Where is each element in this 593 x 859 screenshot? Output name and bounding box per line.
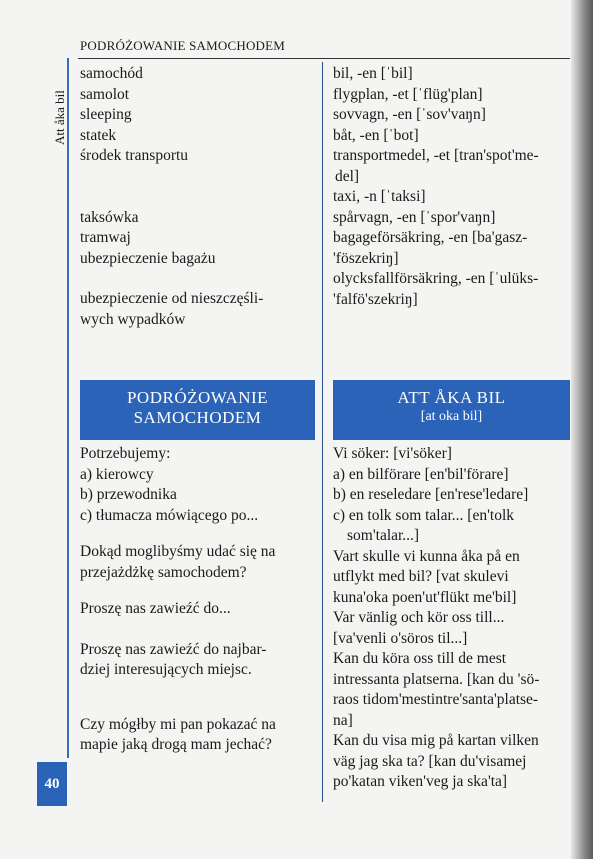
vocab-translation: bagageförsäkring, -en [ba'gasz- [333,229,528,246]
phrase-translation: [va'venli o'söros til...] [333,629,468,647]
phrase-translation: väg jag ska ta? [kan du'visamej [333,752,527,770]
phrase-translation: utflykt med bil? [vat skulevi [333,568,509,585]
phrase-translation: c) en tolk som talar... [en'tolk [333,506,514,524]
vocab-item: sleeping [80,106,132,123]
vocab-item: taksówka [80,208,139,226]
vocab-item: statek [80,126,117,144]
vocab-translation: sovvagn, -en [ˈsov'vaŋn] [333,106,486,123]
vocab-item: ubezpieczenie od nieszczęśli- [80,290,264,307]
vocab-item: tramwaj [80,229,131,246]
vocab-item: wych wypadków [80,310,186,328]
vocab-translation: bil, -en [ˈbil] [333,65,413,82]
phrase-line: Proszę nas zawieźć do najbar- [80,640,267,658]
phrase-translation: som'talar...] [347,527,420,544]
vocab-right [333,64,569,310]
phrase-line: Czy mógłby mi pan pokazać na [80,715,276,733]
banner-line: PODRÓŻOWANIE [126,388,269,407]
vocab-translation: båt, -en [ˈbot] [333,126,419,144]
section-banner-swedish [333,380,570,440]
vocab-item: ubezpieczenie bagażu [80,249,216,267]
phrase-translation: Var vänlig och kör oss till... [333,609,505,626]
phrase-line: c) tłumacza mówiącego po... [80,506,259,524]
vocab-translation: 'falfö'szekriŋ] [333,290,418,308]
vocab-translation: transportmedel, -et [tran'spot'me- [333,147,539,164]
banner-line: SAMOCHODEM [133,408,262,427]
phrase-line: a) kierowcy [80,465,154,483]
phrase-line: Dokąd moglibyśmy udać się na [80,543,276,560]
phrases-right [333,444,569,793]
vocab-translation: spårvagn, -en [ˈspor'vaŋn] [333,208,496,226]
phrase-line: przejażdżkę samochodem? [80,563,247,581]
page-header: PODRÓŻOWANIE SAMOCHODEM [80,38,286,53]
phrase-translation: Vart skulle vi kunna åka på en [333,547,520,565]
vocab-item: samolot [80,85,130,103]
vocab-translation: taxi, -n [ˈtaksi] [333,188,426,205]
side-label: Att åka bil [52,90,67,145]
vocab-left [80,64,312,330]
phrase-translation: po'katan viken'veg ja ska'ta] [333,773,508,790]
vocab-item: samochód [80,65,143,82]
banner-line: ATT ÅKA BIL [397,388,506,407]
page-edge-shadow [571,0,593,859]
phrases-left [80,444,312,756]
vocab-translation: olycksfallförsäkring, -en [ˈulüks- [333,270,539,287]
phrase-translation: Vi söker: [vi'söker] [333,445,452,462]
phrase-line: Potrzebujemy: [80,445,171,462]
phrase-translation: na] [333,711,353,729]
vocab-translation: del] [335,167,360,185]
vocab-translation: flygplan, -et [ˈflüg'plan] [333,85,483,103]
header-rule [78,58,570,59]
phrase-line: b) przewodnika [80,486,177,503]
phrase-translation: kuna'oka poen'ut'flükt me'bil] [333,588,517,606]
phrase-translation: a) en bilförare [en'bil'förare] [333,465,509,483]
vocab-translation: 'föszekriŋ] [333,249,399,267]
phrase-line: mapie jaką drogą mam jechać? [80,736,272,753]
banner-pronunciation: [at oka bil] [420,409,483,424]
page-number: 40 [37,762,67,806]
section-banner-polish [80,380,315,440]
margin-rule [67,58,69,758]
phrase-translation: Kan du visa mig på kartan vilken [333,732,539,749]
vocab-item: środek transportu [80,147,189,164]
column-divider [322,62,323,802]
phrase-translation: raos tidom'mestintre'santa'platse- [333,691,539,708]
phrase-translation: Kan du köra oss till de mest [333,650,507,667]
phrase-translation: b) en reseledare [en'rese'ledare] [333,486,529,503]
phrase-translation: intressanta platserna. [kan du 'sö- [333,670,540,688]
phrase-line: Proszę nas zawieźć do... [80,600,231,617]
phrase-line: dziej interesujących miejsc. [80,661,252,678]
